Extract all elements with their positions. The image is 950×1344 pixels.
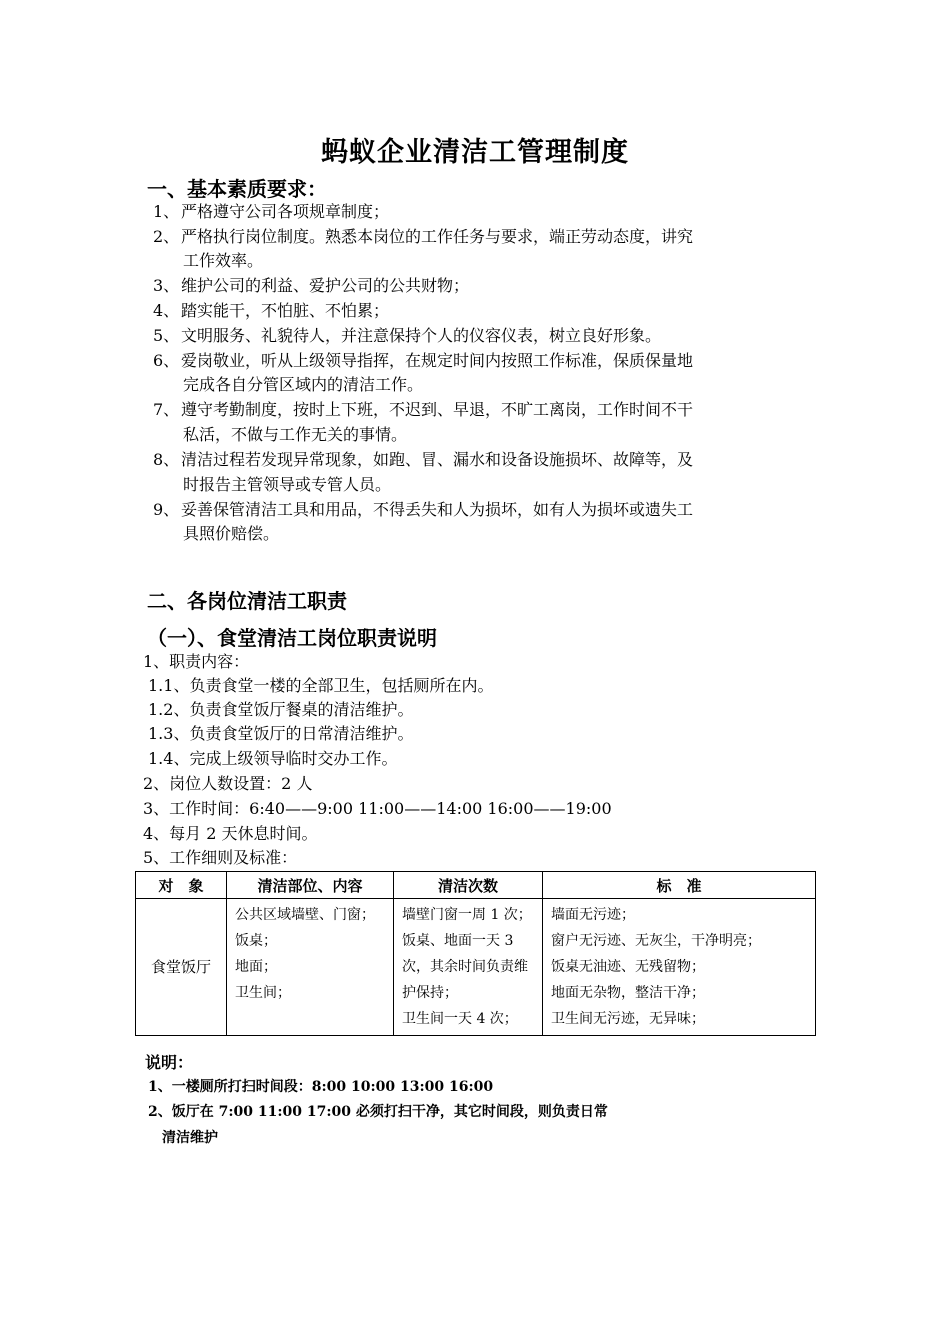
section2-subheading: （一）、食堂清洁工岗位职责说明 — [147, 626, 437, 650]
duty-line: 1.4、完成上级领导临时交办工作。 — [148, 749, 398, 768]
table-row — [136, 899, 816, 1036]
item-number: 8、 — [153, 450, 180, 469]
note-line: 1、一楼厕所打扫时间段：8:00 10:00 13:00 16:00 — [148, 1079, 494, 1095]
item-continuation: 完成各自分管区域内的清洁工作。 — [183, 375, 424, 394]
standard-line: 地面无杂物，整洁干净； — [551, 985, 705, 1001]
list-item — [153, 498, 803, 522]
note-line: 2、饭厅在 7:00 11:00 17:00 必须打扫干净，其它时间段，则负责日常 — [148, 1104, 608, 1120]
frequency-line: 饭桌、地面一天 3 次，其余时间负责维护保持； — [402, 933, 528, 1001]
duty-line: 4、每月 2 天休息时间。 — [143, 824, 318, 843]
duty-line: 2、岗位人数设置：2 人 — [143, 774, 313, 793]
frequency-line: 卫生间一天 4 次； — [402, 1011, 518, 1027]
duty-line: 1、职责内容： — [143, 652, 250, 671]
parts-cell — [227, 899, 394, 1036]
table-header-row — [136, 872, 816, 899]
item-number: 4、 — [153, 301, 180, 320]
work-hours-line: 3、工作时间：6:40——9:00 11:00——14:00 16:00——19:00 — [143, 799, 612, 818]
item-continuation: 私活，不做与工作无关的事情。 — [183, 425, 408, 444]
item-continuation: 时报告主管领导或专管人员。 — [183, 475, 392, 494]
frequency-line: 墙壁门窗一周 1 次； — [402, 907, 532, 923]
list-item — [153, 324, 803, 348]
object-cell: 食堂饭厅 — [136, 899, 227, 1036]
table-header-cell: 清洁部位、内容 — [227, 872, 394, 899]
item-text: 文明服务、礼貌待人，并注意保持个人的仪容仪表，树立良好形象。 — [181, 326, 662, 345]
standard-cell — [543, 899, 816, 1036]
standards-table — [135, 871, 816, 1036]
duty-line: 1.1、负责食堂一楼的全部卫生，包括厕所在内。 — [148, 676, 494, 695]
item-continuation: 工作效率。 — [183, 251, 264, 270]
item-number: 3、 — [153, 276, 180, 295]
table-header-cell: 清洁次数 — [394, 872, 543, 899]
item-number: 5、 — [153, 326, 180, 345]
item-text: 妥善保管清洁工具和用品，不得丢失和人为损坏，如有人为损坏或遗失工 — [181, 500, 694, 519]
item-text: 维护公司的利益、爱护公司的公共财物； — [181, 276, 470, 295]
standard-line: 卫生间无污迹，无异味； — [551, 1011, 705, 1027]
item-text: 清洁过程若发现异常现象，如跑、冒、漏水和设备设施损坏、故障等，及 — [181, 450, 694, 469]
section2-heading: 二、各岗位清洁工职责 — [147, 589, 347, 613]
list-item — [153, 349, 803, 373]
item-number: 9、 — [153, 500, 180, 519]
standard-line: 饭桌无油迹、无残留物； — [551, 959, 705, 975]
item-continuation: 具照价赔偿。 — [183, 524, 280, 543]
item-text: 严格遵守公司各项规章制度； — [181, 202, 390, 221]
list-item — [153, 448, 803, 472]
standard-line: 墙面无污迹； — [551, 907, 635, 923]
table-header-cell: 对 象 — [136, 872, 227, 899]
list-item — [153, 398, 803, 422]
parts-line: 公共区域墙壁、门窗；饭桌； — [235, 907, 375, 949]
duty-line: 1.2、负责食堂饭厅餐桌的清洁维护。 — [148, 700, 414, 719]
list-item — [153, 299, 803, 323]
section1-heading: 一、基本素质要求： — [147, 177, 327, 201]
notes-title: 说明： — [145, 1053, 194, 1072]
standard-line: 窗户无污迹、无灰尘，干净明亮； — [551, 933, 761, 949]
item-text: 遵守考勤制度，按时上下班，不迟到、早退，不旷工离岗，工作时间不干 — [181, 400, 694, 419]
duty-line: 1.3、负责食堂饭厅的日常清洁维护。 — [148, 724, 414, 743]
parts-line: 卫生间； — [235, 985, 291, 1001]
list-item — [153, 200, 803, 224]
item-text: 踏实能干，不怕脏、不怕累； — [181, 301, 390, 320]
item-number: 2、 — [153, 227, 180, 246]
list-item — [153, 274, 803, 298]
note-line: 清洁维护 — [162, 1130, 218, 1146]
item-number: 1、 — [153, 202, 180, 221]
document-title: 蚂蚁企业清洁工管理制度 — [321, 137, 629, 168]
item-text: 爱岗敬业，听从上级领导指挥，在规定时间内按照工作标准，保质保量地 — [181, 351, 694, 370]
frequency-cell — [394, 899, 543, 1036]
item-text: 严格执行岗位制度。熟悉本岗位的工作任务与要求，端正劳动态度，讲究 — [181, 227, 694, 246]
list-item — [153, 225, 803, 249]
item-number: 7、 — [153, 400, 180, 419]
parts-line: 地面； — [235, 959, 277, 975]
duty-line: 5、工作细则及标准： — [143, 848, 298, 867]
item-number: 6、 — [153, 351, 180, 370]
table-header-cell: 标 准 — [543, 872, 816, 899]
